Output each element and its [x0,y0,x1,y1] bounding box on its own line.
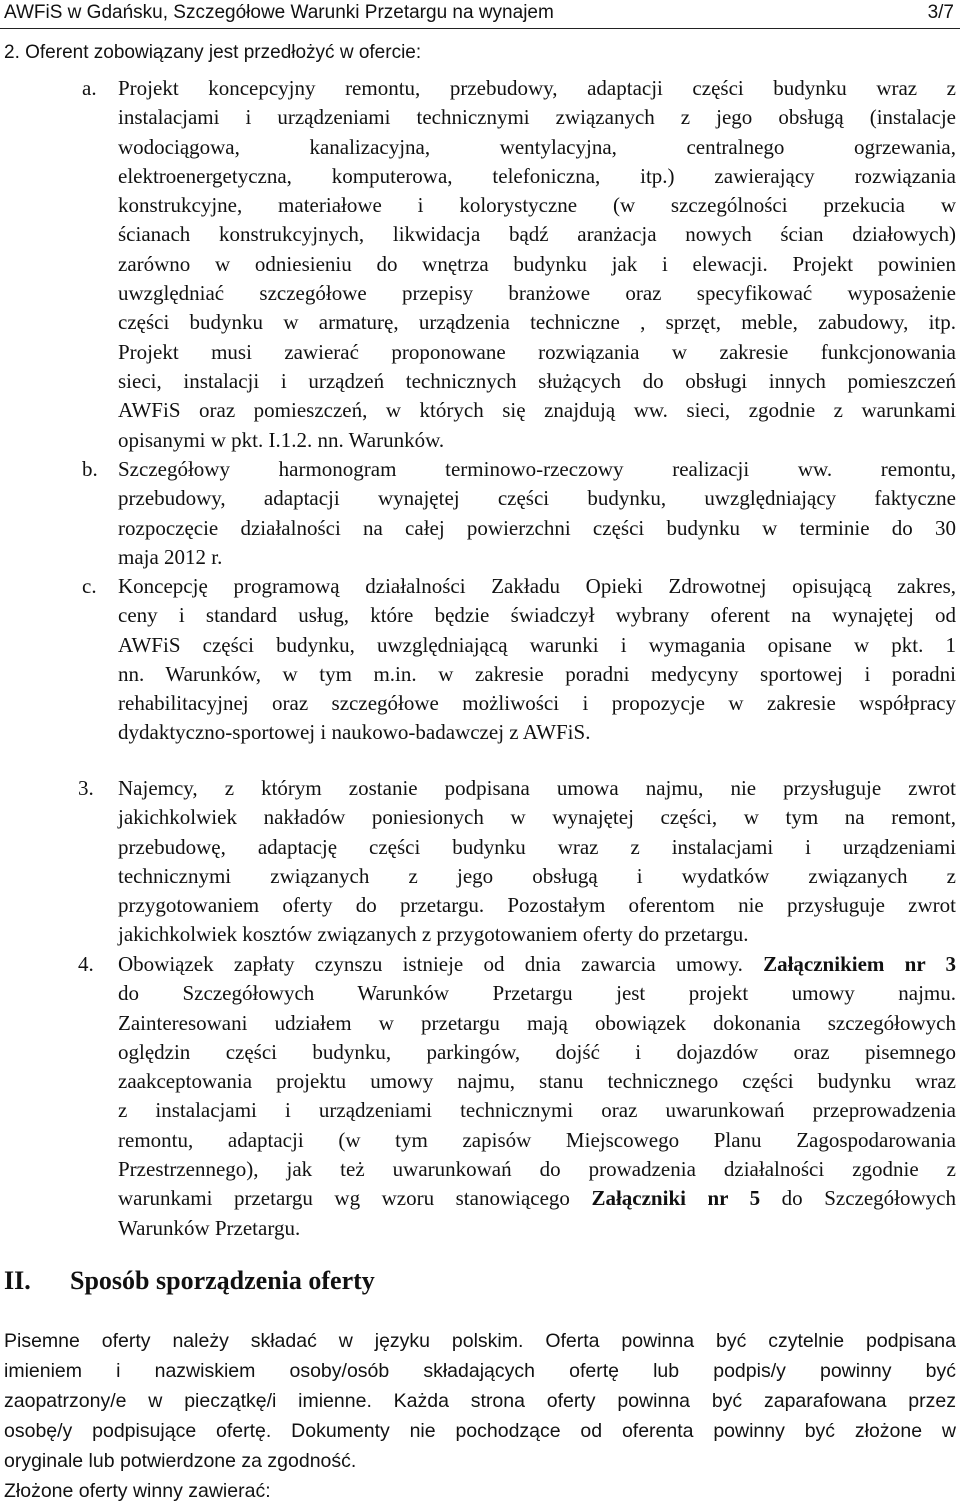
text-line: rozpoczęcie działalności na całej powierzchni części budynku w terminie do 30 [118,515,956,540]
text-line: zarówno w odniesieniu do wnętrza budynku jak i elewacji. Projekt powinien [118,251,956,276]
text-run: Obowiązek zapłaty czynszu istnieje od dnia zawarcia umowy. [118,952,764,976]
list-item-text [118,74,956,455]
list-item-text [118,950,956,1243]
text-line: jakichkolwiek kosztów związanych z przygotowaniem oferty do przetargu. [118,922,749,947]
text-line: oryginale lub potwierdzone za zgodność. [4,1450,357,1472]
text-line: przebudowy, adaptacji wynajętej części budynku, uwzględniający faktyczne [118,486,956,511]
text-line: konstrukcyjne, materiałowe i kolorystyczne (w szczególności przekucia w [118,193,956,218]
text-line: rehabilitacyjnej oraz szczegółowe możliwości i propozycje w zakresie współpracy [118,691,956,716]
text-run: warunkami przetargu wg wzoru stanowiącego [118,1186,592,1211]
text-line: części budynku w armaturę, urządzenia techniczne , sprzęt, meble, zabudowy, itp. [118,310,956,335]
text-line: ścianach konstrukcyjnych, likwidacja bądź aranżacja nowych ścian działowych) [118,222,956,247]
text-line: AWFiS części budynku, uwzględniającą warunki i wymagania opisane w pkt. 1 [118,632,956,657]
text-line: zaopatrzony/e w pieczątkę/i imienne. Każda strona oferty powinna być zaparafowana przez [4,1390,956,1412]
text-line: osobę/y podpisujące ofertę. Dokumenty nie pochodzące od oferenta powinny być złożone w [4,1420,956,1442]
text-line: jakichkolwiek nakładów poniesionych w wynajętej części, w tym na remont, [118,805,956,830]
text-line: sieci, instalacji i urządzeń technicznych służących do obsługi innych pomieszczeń [118,368,956,393]
point-2-intro: 2. Oferent zobowiązany jest przedłożyć w ofercie: [4,42,422,63]
text-line: dydaktyczno-sportowej i naukowo-badawczej z AWFiS. [118,720,591,745]
section-number: II. [4,1266,31,1295]
document-title: AWFiS w Gdańsku, Szczegółowe Warunki Przetargu na wynajem [4,2,554,23]
text-line: uwzględniać szczegółowe przepisy branżowe oraz specyfikować wyposażenie [118,281,956,306]
closing-line: Złożone oferty winny zawierać: [4,1480,271,1502]
section-paragraph [4,1326,956,1506]
text-line: zaakceptowania projektu umowy najmu, stanu technicznego części budynku wraz [118,1069,956,1094]
text-run: do Szczegółowych [760,1186,956,1211]
text-line: instalacjami i urządzeniami technicznymi związanych z jego obsługą (instalacje [118,105,956,130]
list-marker: 4. [78,952,94,976]
list-marker: b. [82,457,98,481]
list-item-text [118,572,956,748]
numbered-item-3 [4,774,956,950]
text-line: elektroenergetyczna, komputerowa, telefoniczna, itp.) zawierający rozwiązania [118,163,956,188]
attachment-reference: Załącznikiem nr 3 [763,952,956,976]
text-line: ceny i standard usług, które będzie świadczył wybrany oferent na wynajętej od [118,603,956,628]
text-line: imieniem i nazwiskiem osoby/osób składających ofertę lub podpis/y powinny być [4,1360,956,1382]
list-marker: a. [82,76,97,100]
text-line: z instalacjami i urządzeniami technicznymi oraz uwarunkowań przeprowadzenia [118,1098,956,1123]
text-line: AWFiS oraz pomieszczeń, w których się znajdują ww. sieci, zgodnie z warunkami [118,398,956,423]
text-line: maja 2012 r. [118,544,223,569]
text-line: nn. Warunków, w tym m.in. w zakresie poradni medycyny sportowej i poradni [118,661,956,686]
text-line: Szczegółowy harmonogram terminowo-rzeczowy realizacji ww. remontu, [118,457,956,481]
text-line: Warunków Przetargu. [118,1215,301,1240]
list-item-text [118,774,956,950]
numbered-item-4 [4,950,956,1243]
list-item-text [118,455,956,572]
text-line: oględzin części budynku, parkingów, dojść i dojazdów oraz pisemnego [118,1039,956,1064]
text-line: Projekt musi zawierać proponowane rozwiązania w zakresie funkcjonowania [118,339,956,364]
page-header [0,0,960,29]
text-line: Pisemne oferty należy składać w języku polskim. Oferta powinna być czytelnie podpisana [4,1330,956,1352]
text-line [118,1184,956,1213]
text-line: Projekt koncepcyjny remontu, przebudowy, adaptacji części budynku wraz z [118,76,956,100]
list-marker: 3. [78,776,94,800]
text-line: do Szczegółowych Warunków Przetargu jest projekt umowy najmu. [118,981,956,1006]
text-line [118,950,956,979]
text-line: przebudowę, adaptację części budynku wraz z instalacjami i urządzeniami [118,834,956,859]
text-line: remontu, adaptacji (w tym zapisów Miejscowego Planu Zagospodarowania [118,1127,956,1152]
text-line: wodociągowa, kanalizacyjna, wentylacyjna, centralnego ogrzewania, [118,134,956,159]
text-line: Najemcy, z którym zostanie podpisana umowa najmu, nie przysługuje zwrot [118,776,956,800]
text-line: przygotowaniem oferty do przetargu. Pozostałym oferentom nie przysługuje zwrot [118,893,956,918]
list-marker: c. [82,574,97,598]
text-line: Koncepcję programową działalności Zakładu Opieki Zdrowotnej opisującą zakres, [118,574,956,598]
section-title: Sposób sporządzenia oferty [70,1266,375,1295]
text-line: Zainteresowani udziałem w przetargu mają obowiązek dokonania szczegółowych [118,1010,956,1035]
list-item-c [4,572,956,748]
page-number: 3/7 [927,2,954,23]
text-line: Przestrzennego), jak też uwarunkowań do prowadzenia działalności zgodnie z [118,1157,956,1182]
text-line: opisanymi w pkt. I.1.2. nn. Warunków. [118,427,445,452]
list-item-a [4,74,956,455]
list-item-b [4,455,956,572]
text-line: technicznymi związanych z jego obsługą i wydatków związanych z [118,863,956,888]
attachment-reference: Załączniki nr 5 [591,1186,761,1211]
